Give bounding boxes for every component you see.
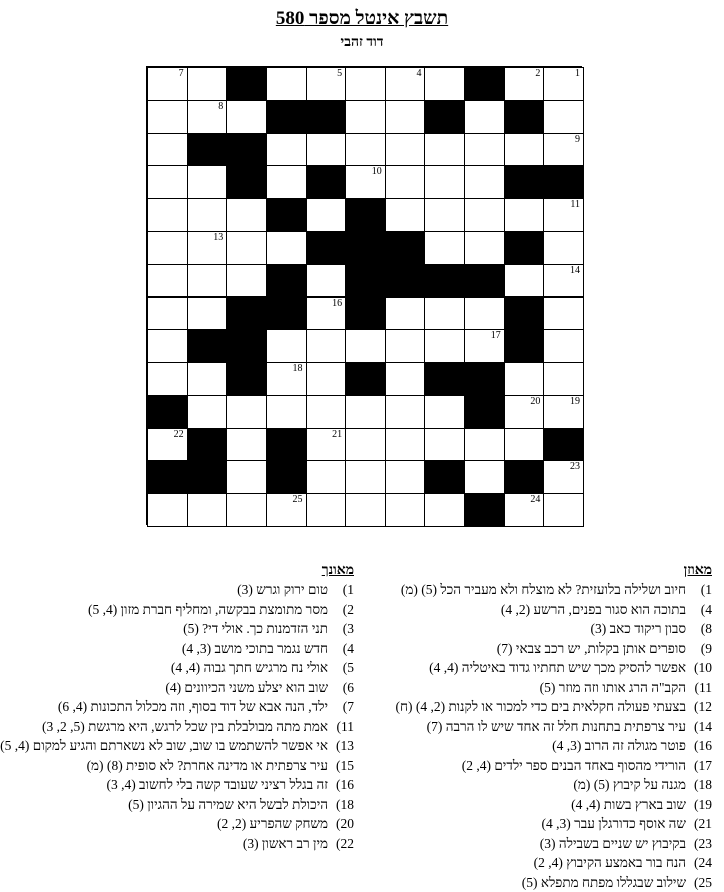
grid-cell[interactable] xyxy=(147,297,188,331)
clue-number: 11) xyxy=(328,717,354,737)
down-clue xyxy=(6,697,354,717)
cell-number: 1 xyxy=(575,69,580,79)
black-cell xyxy=(543,165,584,199)
clue-text: סופרים אותן בקלות, יש רכב צבאי (7) xyxy=(497,641,686,656)
grid-cell[interactable] xyxy=(385,460,426,494)
down-clue xyxy=(6,619,354,639)
grid-cell[interactable] xyxy=(147,133,188,167)
black-cell xyxy=(504,297,545,331)
grid-cell[interactable] xyxy=(226,264,267,298)
cell-number: 14 xyxy=(570,266,580,276)
grid-cell[interactable] xyxy=(464,460,505,494)
clue-text: בקיבוץ יש שניים בשבילה (3) xyxy=(540,836,686,851)
grid-cell[interactable] xyxy=(424,297,465,331)
cell-number: 20 xyxy=(530,397,540,407)
across-list xyxy=(382,580,712,892)
grid-cell[interactable] xyxy=(306,264,347,298)
crossword-grid xyxy=(146,66,582,525)
grid-cell[interactable] xyxy=(464,329,505,363)
clues-down xyxy=(6,562,354,853)
grid-cell[interactable] xyxy=(306,329,347,363)
grid-cell[interactable] xyxy=(424,428,465,462)
across-clue xyxy=(382,736,712,756)
across-clue xyxy=(382,873,712,892)
grid-cell[interactable] xyxy=(464,297,505,331)
clue-text: בתוכה הוא סגור בפנים, הרשע (2, 4) xyxy=(501,602,686,617)
grid-cell[interactable] xyxy=(306,133,347,167)
grid-cell[interactable] xyxy=(504,67,545,101)
clue-text: משחק שהפריע (2, 2) xyxy=(217,816,328,831)
grid-cell[interactable] xyxy=(266,493,307,527)
black-cell xyxy=(464,362,505,396)
grid-cell[interactable] xyxy=(306,362,347,396)
grid-cell[interactable] xyxy=(385,198,426,232)
grid-cell[interactable] xyxy=(424,329,465,363)
black-cell xyxy=(187,133,228,167)
black-cell xyxy=(266,100,307,134)
grid-cell[interactable] xyxy=(306,395,347,429)
grid-cell[interactable] xyxy=(187,362,228,396)
grid-cell[interactable] xyxy=(226,428,267,462)
down-clue xyxy=(6,834,354,854)
grid-cell[interactable] xyxy=(504,362,545,396)
grid-cell[interactable] xyxy=(187,67,228,101)
grid-cell[interactable] xyxy=(504,395,545,429)
grid-cell[interactable] xyxy=(543,493,584,527)
down-list xyxy=(6,580,354,853)
grid-cell[interactable] xyxy=(266,395,307,429)
puzzle-title: תשבץ אינטל מספר 580 xyxy=(0,8,724,30)
grid-cell[interactable] xyxy=(385,395,426,429)
clue-text: שוב הוא יצלע משני הכיוונים (4) xyxy=(165,680,328,695)
grid-cell[interactable] xyxy=(504,493,545,527)
black-cell xyxy=(504,100,545,134)
clue-text: אמת מתה מבולבלת בין שכל לרגש, היא מרגשת (5, 2, 3) xyxy=(42,719,328,734)
grid-cell[interactable] xyxy=(345,493,386,527)
grid-cell[interactable] xyxy=(306,428,347,462)
grid-cell[interactable] xyxy=(345,329,386,363)
black-cell xyxy=(345,362,386,396)
clue-number: 6) xyxy=(328,678,354,698)
cell-number: 2 xyxy=(535,69,540,79)
black-cell xyxy=(464,395,505,429)
grid-cell[interactable] xyxy=(543,460,584,494)
grid-cell[interactable] xyxy=(226,100,267,134)
grid-cell[interactable] xyxy=(345,165,386,199)
clue-number: 24) xyxy=(686,853,712,873)
grid-cell[interactable] xyxy=(424,165,465,199)
down-clue xyxy=(6,814,354,834)
clue-text: סבון ריקוד כאב (3) xyxy=(591,621,687,636)
grid-cell[interactable] xyxy=(306,493,347,527)
clue-number: 9) xyxy=(686,639,712,659)
clue-text: זה בגלל רציני שעובד קשה בלי לחשוב (4, 3) xyxy=(106,777,328,792)
black-cell xyxy=(266,428,307,462)
grid-cell[interactable] xyxy=(385,362,426,396)
cell-number: 22 xyxy=(174,430,184,440)
black-cell xyxy=(187,329,228,363)
grid-cell[interactable] xyxy=(385,67,426,101)
cell-number: 25 xyxy=(293,495,303,505)
grid-cell[interactable] xyxy=(543,362,584,396)
clue-number: 2) xyxy=(328,600,354,620)
across-clue xyxy=(382,697,712,717)
clue-number: 16) xyxy=(686,736,712,756)
grid-cell[interactable] xyxy=(464,165,505,199)
black-cell xyxy=(266,264,307,298)
grid-cell[interactable] xyxy=(543,133,584,167)
grid-cell[interactable] xyxy=(424,231,465,265)
grid-cell[interactable] xyxy=(464,428,505,462)
black-cell xyxy=(187,428,228,462)
grid-cell[interactable] xyxy=(306,198,347,232)
cell-number: 13 xyxy=(213,233,223,243)
cell-number: 7 xyxy=(179,69,184,79)
cell-number: 10 xyxy=(372,167,382,177)
clue-number: 13) xyxy=(328,736,354,756)
across-clue xyxy=(382,795,712,815)
grid-cell[interactable] xyxy=(543,100,584,134)
clue-number: 14) xyxy=(686,717,712,737)
grid-cell[interactable] xyxy=(424,395,465,429)
black-cell xyxy=(504,329,545,363)
clue-number: 18) xyxy=(328,795,354,815)
grid-cell[interactable] xyxy=(266,67,307,101)
across-heading: מאוזן xyxy=(382,562,712,580)
across-clue xyxy=(382,600,712,620)
clue-text: הנח בור באמצע הקיבוץ (4, 2) xyxy=(534,855,686,870)
clue-text: אולי נח מרגיש חתך גבוה (4, 4) xyxy=(171,660,328,675)
grid-cell[interactable] xyxy=(266,231,307,265)
cell-number: 16 xyxy=(332,299,342,309)
grid-cell[interactable] xyxy=(464,100,505,134)
clue-text: מין רב ראשון (3) xyxy=(243,836,328,851)
cell-number: 5 xyxy=(337,69,342,79)
cell-number: 9 xyxy=(575,135,580,145)
grid-cell[interactable] xyxy=(464,198,505,232)
cell-number: 19 xyxy=(570,397,580,407)
grid-cell[interactable] xyxy=(385,100,426,134)
grid-cell[interactable] xyxy=(147,231,188,265)
black-cell xyxy=(226,67,267,101)
clue-number: 4) xyxy=(328,639,354,659)
clue-number: 10) xyxy=(686,658,712,678)
grid-cell[interactable] xyxy=(226,231,267,265)
grid-cell[interactable] xyxy=(266,362,307,396)
cell-number: 24 xyxy=(530,495,540,505)
grid-cell[interactable] xyxy=(464,133,505,167)
across-clue xyxy=(382,756,712,776)
grid-cell[interactable] xyxy=(385,493,426,527)
clue-number: 21) xyxy=(686,814,712,834)
clue-number: 4) xyxy=(686,600,712,620)
grid-cell[interactable] xyxy=(345,67,386,101)
grid-cell[interactable] xyxy=(147,493,188,527)
grid-cell[interactable] xyxy=(345,100,386,134)
clue-text: עיר צרפתית או מדינה אחרת? לא סופית (8) (מ) xyxy=(87,758,328,773)
grid-cell[interactable] xyxy=(504,264,545,298)
black-cell xyxy=(345,231,386,265)
clues-across xyxy=(382,562,712,892)
black-cell xyxy=(306,100,347,134)
grid-cell[interactable] xyxy=(147,67,188,101)
grid-cell[interactable] xyxy=(147,264,188,298)
grid-cell[interactable] xyxy=(345,428,386,462)
grid-cell[interactable] xyxy=(543,395,584,429)
grid-cell[interactable] xyxy=(543,67,584,101)
black-cell xyxy=(424,362,465,396)
clue-number: 1) xyxy=(686,580,712,600)
grid-cell[interactable] xyxy=(424,493,465,527)
clue-number: 19) xyxy=(686,795,712,815)
grid-cell[interactable] xyxy=(385,165,426,199)
grid-cell[interactable] xyxy=(464,231,505,265)
grid-cell[interactable] xyxy=(187,231,228,265)
grid-cell[interactable] xyxy=(385,133,426,167)
grid-cell[interactable] xyxy=(187,297,228,331)
grid-cell[interactable] xyxy=(147,100,188,134)
clue-text: אפשר להסיק מכך שיש תחתיו גדוד באיטליה (4, 4) xyxy=(429,660,686,675)
clue-text: שילוב שבגללו מפתח מתפלא (5) xyxy=(522,875,686,890)
black-cell xyxy=(226,362,267,396)
grid-cell[interactable] xyxy=(424,133,465,167)
grid-cell[interactable] xyxy=(226,395,267,429)
black-cell xyxy=(147,395,188,429)
black-cell xyxy=(464,493,505,527)
black-cell xyxy=(306,231,347,265)
clue-number: 15) xyxy=(328,756,354,776)
clue-text: טום ירוק וגרש (3) xyxy=(237,582,328,597)
black-cell xyxy=(504,165,545,199)
black-cell xyxy=(424,264,465,298)
black-cell xyxy=(345,297,386,331)
black-cell xyxy=(147,460,188,494)
grid-cell[interactable] xyxy=(385,297,426,331)
down-clue xyxy=(6,600,354,620)
down-clue xyxy=(6,795,354,815)
clue-number: 18) xyxy=(686,775,712,795)
black-cell xyxy=(504,460,545,494)
black-cell xyxy=(226,133,267,167)
down-heading: מאונך xyxy=(6,562,354,580)
clue-number: 23) xyxy=(686,834,712,854)
grid-cell[interactable] xyxy=(543,198,584,232)
clue-text: שוב בארץ בשות (4, 4) xyxy=(571,797,686,812)
cell-number: 18 xyxy=(293,364,303,374)
grid-cell[interactable] xyxy=(187,493,228,527)
cell-number: 17 xyxy=(491,331,501,341)
grid-cell[interactable] xyxy=(385,329,426,363)
grid-cell[interactable] xyxy=(306,67,347,101)
black-cell xyxy=(226,165,267,199)
down-clue xyxy=(6,756,354,776)
clue-text: ילד, הנה אבא של דוד בסוף, וזה מכלול התכונות (4, 6) xyxy=(58,699,328,714)
clue-number: 12) xyxy=(686,697,712,717)
black-cell xyxy=(543,428,584,462)
black-cell xyxy=(266,460,307,494)
black-cell xyxy=(424,100,465,134)
grid-cell[interactable] xyxy=(266,329,307,363)
clue-number: 5) xyxy=(328,658,354,678)
grid-cell[interactable] xyxy=(306,460,347,494)
across-clue xyxy=(382,580,712,600)
grid-cell[interactable] xyxy=(147,329,188,363)
clue-text: מסר מתומצת בבקשה, ומחליף חברת מזון (4, 5) xyxy=(88,602,328,617)
grid-cell[interactable] xyxy=(226,198,267,232)
clue-text: חדש נגמר בתוכי מושב (3, 4) xyxy=(182,641,328,656)
grid-cell[interactable] xyxy=(266,165,307,199)
grid-cell[interactable] xyxy=(306,297,347,331)
clue-text: חיוב ושלילה בלועזית? לא מוצלח ולא מעביר הכל (5) (מ) xyxy=(401,582,686,597)
clue-text: פוטר מגולה זה הרוב (3, 4) xyxy=(552,738,686,753)
grid-cell[interactable] xyxy=(543,264,584,298)
clue-number: 11) xyxy=(686,678,712,698)
grid-cell[interactable] xyxy=(187,264,228,298)
grid-cell[interactable] xyxy=(147,165,188,199)
grid-cell[interactable] xyxy=(385,428,426,462)
cell-number: 4 xyxy=(416,69,421,79)
down-clue xyxy=(6,580,354,600)
clue-number: 17) xyxy=(686,756,712,776)
black-cell xyxy=(504,231,545,265)
clue-text: שה אוסף כדורגלן עבר (3, 4) xyxy=(542,816,686,831)
grid-cell[interactable] xyxy=(504,428,545,462)
down-clue xyxy=(6,678,354,698)
clue-text: מגנה על קיבוץ (5) (מ) xyxy=(573,777,686,792)
grid-cell[interactable] xyxy=(424,67,465,101)
cell-number: 8 xyxy=(218,102,223,112)
across-clue xyxy=(382,834,712,854)
black-cell xyxy=(345,198,386,232)
grid-cell[interactable] xyxy=(345,133,386,167)
grid-cell[interactable] xyxy=(187,100,228,134)
clue-text: אי אפשר להשתמש בו שוב, שוב לא נשארתם והגיע למקום (4, 5) xyxy=(0,738,328,753)
black-cell xyxy=(464,67,505,101)
down-clue xyxy=(6,775,354,795)
grid-cell[interactable] xyxy=(504,198,545,232)
grid-cell[interactable] xyxy=(543,297,584,331)
grid-cell[interactable] xyxy=(504,133,545,167)
black-cell xyxy=(266,198,307,232)
clue-number: 8) xyxy=(686,619,712,639)
grid-cell[interactable] xyxy=(226,493,267,527)
cell-number: 21 xyxy=(332,430,342,440)
across-clue xyxy=(382,717,712,737)
clue-number: 3) xyxy=(328,619,354,639)
cell-number: 23 xyxy=(570,462,580,472)
down-clue xyxy=(6,658,354,678)
across-clue xyxy=(382,619,712,639)
grid-cell[interactable] xyxy=(187,395,228,429)
grid-cell[interactable] xyxy=(543,329,584,363)
down-clue xyxy=(6,736,354,756)
clue-number: 1) xyxy=(328,580,354,600)
clue-text: הקב"ה הרג אותו וזה מוזר (5) xyxy=(540,680,686,695)
down-clue xyxy=(6,717,354,737)
clue-number: 20) xyxy=(328,814,354,834)
down-clue xyxy=(6,639,354,659)
black-cell xyxy=(424,460,465,494)
cell-number: 11 xyxy=(570,200,580,210)
grid-cell[interactable] xyxy=(266,133,307,167)
across-clue xyxy=(382,814,712,834)
across-clue xyxy=(382,639,712,659)
across-clue xyxy=(382,678,712,698)
clue-text: עיר צרפתית בתחנות חלל זה אחד שיש לו הרבה (7) xyxy=(427,719,686,734)
black-cell xyxy=(226,297,267,331)
black-cell xyxy=(226,329,267,363)
clue-text: בצעתי פעולה חקלאית בים כדי למכור או לקנות (2, 4) (ח) xyxy=(395,699,686,714)
clue-text: הורידי מהסוף באחד הבנים ספר ילדים (4, 2) xyxy=(462,758,686,773)
grid-cell[interactable] xyxy=(345,395,386,429)
clue-text: היכולת לבשל היא שמירה על ההגיון (5) xyxy=(128,797,328,812)
grid-cell[interactable] xyxy=(147,428,188,462)
black-cell xyxy=(306,165,347,199)
black-cell xyxy=(187,460,228,494)
grid-cell[interactable] xyxy=(345,460,386,494)
black-cell xyxy=(266,297,307,331)
grid-cell[interactable] xyxy=(226,460,267,494)
black-cell xyxy=(345,264,386,298)
grid-cell[interactable] xyxy=(543,231,584,265)
grid-cell[interactable] xyxy=(187,198,228,232)
clue-number: 16) xyxy=(328,775,354,795)
black-cell xyxy=(385,231,426,265)
black-cell xyxy=(464,264,505,298)
clue-number: 7) xyxy=(328,697,354,717)
clue-number: 25) xyxy=(686,873,712,892)
across-clue xyxy=(382,775,712,795)
grid-cell[interactable] xyxy=(187,165,228,199)
grid-cell[interactable] xyxy=(147,198,188,232)
puzzle-author: דוד זהבי xyxy=(0,35,724,51)
grid-cell[interactable] xyxy=(424,198,465,232)
black-cell xyxy=(385,264,426,298)
clue-text: תני הזדמנות כך. אולי די? (5) xyxy=(183,621,328,636)
clue-number: 22) xyxy=(328,834,354,854)
grid-cell[interactable] xyxy=(147,362,188,396)
across-clue xyxy=(382,658,712,678)
